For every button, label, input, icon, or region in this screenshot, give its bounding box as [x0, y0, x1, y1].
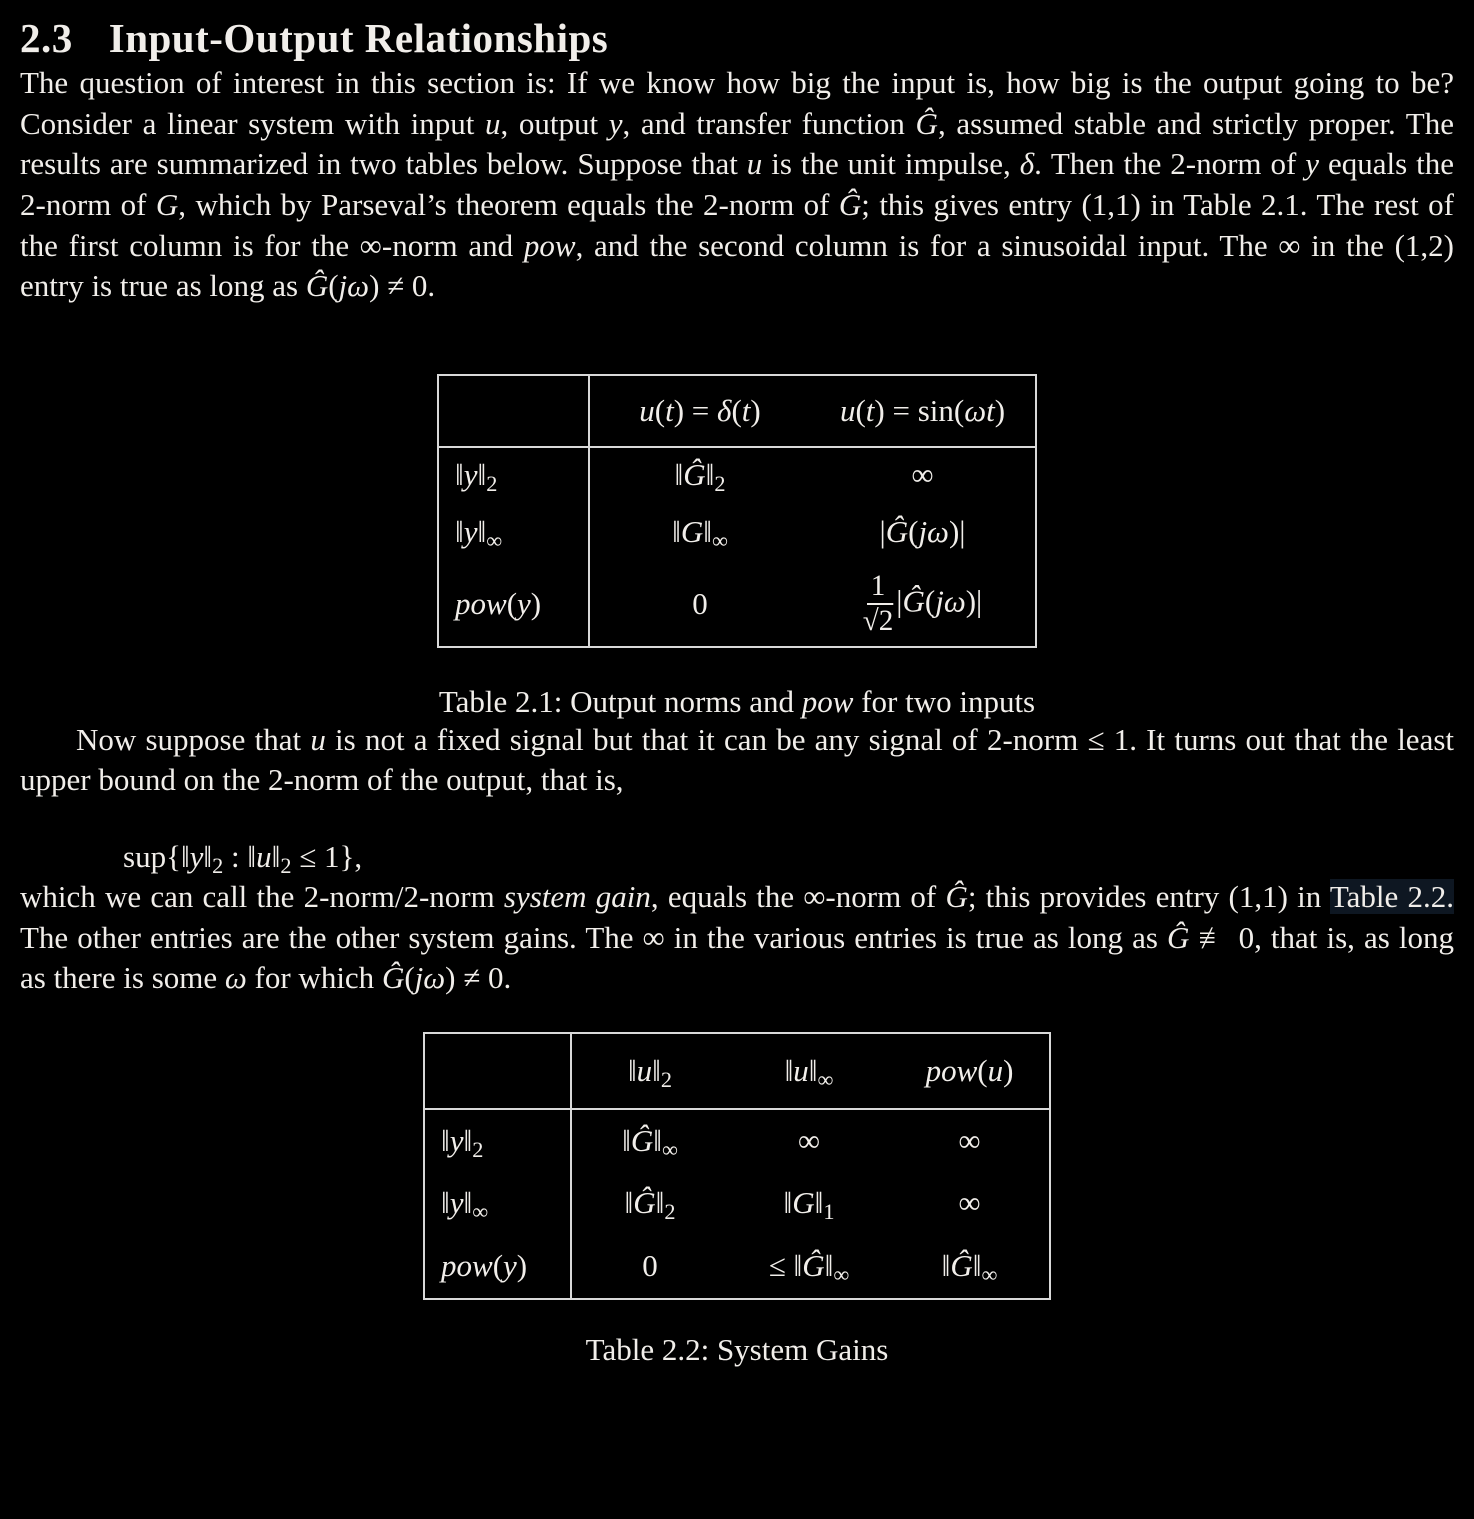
table-cell: $‖Ĝ‖_2$: [674, 456, 726, 496]
table-2-2: [423, 1032, 1051, 1300]
table-cell: 0: [642, 1247, 658, 1283]
table-row: [438, 562, 1036, 647]
table-cell: $‖G‖_\infty$: [672, 513, 728, 553]
table-cell: ∞: [958, 1184, 981, 1220]
table-cell: $‖G‖_1$: [783, 1184, 835, 1224]
table-cell: ∞: [911, 456, 934, 492]
table-cell: $‖Ĝ‖_2$: [624, 1184, 676, 1224]
section-title: Input-Output Relationships: [108, 15, 609, 61]
table-cell: $‖Ĝ‖_\infty$: [622, 1122, 678, 1162]
table-cell: ≤ $‖Ĝ‖_\infty$: [768, 1247, 850, 1287]
table-header-cell: pow(u): [890, 1033, 1050, 1109]
table-row: [424, 1234, 1050, 1299]
paragraph-intro: The question of interest in this section is: If we know how big the input is, how big is the output going to be? Consider a linear system with input u, output y, and transfer function Ĝ, assumed stable and strictly proper. The results are summarized in two tables below. Suppose that u is the unit impulse, δ. Then the 2-norm of y equals the 2-norm of G, which by Parseval’s theorem equals the 2-norm of Ĝ; this gives entry (1,1) in Table 2.1. The rest of the first column is for the ∞-norm and pow, and the second column is for a sinusoidal input. The ∞ in the (1,2) entry is true as long as Ĝ(jω) ≠ 0.: [20, 65, 1454, 304]
table-cell: |Ĝ(jω)|: [879, 513, 966, 549]
table-header-cell: $‖u‖_\infty$: [728, 1033, 890, 1109]
table-row: [424, 1172, 1050, 1234]
paragraph-system-gain: which we can call the 2-norm/2-norm system gain, equals the ∞-norm of Ĝ; this provides entry (1,1) in Table 2.2. The other entries are the other system gains. The ∞ in the various entries is true as long as Ĝ ≢ 0, that is, as long as there is some ω for which Ĝ(jω) ≠ 0.: [20, 878, 1455, 996]
paragraph-sup-bound: Now suppose that u is not a fixed signal but that it can be any signal of 2-norm ≤ 1. It turns out that the least upper bound on the 2-norm of the output, that is,: [20, 721, 1454, 798]
table-cell: ∞: [797, 1122, 821, 1158]
table-cell: 0: [692, 585, 708, 621]
table-2-2-caption: Table 2.2: System Gains: [585, 1331, 889, 1367]
table-cell: $‖y‖_2$: [438, 447, 589, 502]
table-cell: $‖y‖_\infty$: [438, 502, 589, 562]
table-header-cell: $‖u‖_2$: [571, 1033, 728, 1109]
table-cell: pow(y): [424, 1234, 571, 1299]
table-header-cell: [424, 1033, 571, 1109]
one-over-sqrt2-fraction: $\frac{1}{√2}$: [862, 569, 894, 637]
table-header-cell: [438, 375, 589, 447]
table-2-2-container: [20, 1032, 1454, 1368]
table-header-cell: u(t) = sin(ωt): [810, 375, 1036, 447]
table-2-2-header-row: [424, 1033, 1050, 1109]
table-cell: ∞: [958, 1122, 981, 1158]
table-cell: $‖Ĝ‖_\infty$: [941, 1247, 998, 1287]
table-header-cell: u(t) = δ(t): [589, 375, 810, 447]
section-heading: [20, 14, 1454, 63]
table-2-1-header-row: [438, 375, 1036, 447]
table-2-1-caption: Table 2.1: Output norms and pow for two inputs: [438, 683, 1036, 719]
table-cell: pow(y): [438, 562, 589, 647]
table-row: [438, 447, 1036, 502]
table-cell: $\frac{1}{√2}$ |Ĝ(jω)|: [862, 569, 983, 637]
table-row: [438, 502, 1036, 562]
table-2-2-link[interactable]: Table 2.2.: [1329, 878, 1455, 914]
table-2-1-container: [20, 374, 1454, 720]
table-cell: $‖y‖_\infty$: [424, 1172, 571, 1234]
table-2-1: [437, 374, 1037, 648]
section-number: 2.3: [20, 15, 73, 61]
document-page: [20, 14, 1454, 1368]
table-row: [424, 1109, 1050, 1172]
display-equation: $sup\{‖y‖_2$ : $‖u‖_2 \le 1$},: [123, 838, 363, 879]
table-cell: $‖y‖_2$: [424, 1109, 571, 1172]
